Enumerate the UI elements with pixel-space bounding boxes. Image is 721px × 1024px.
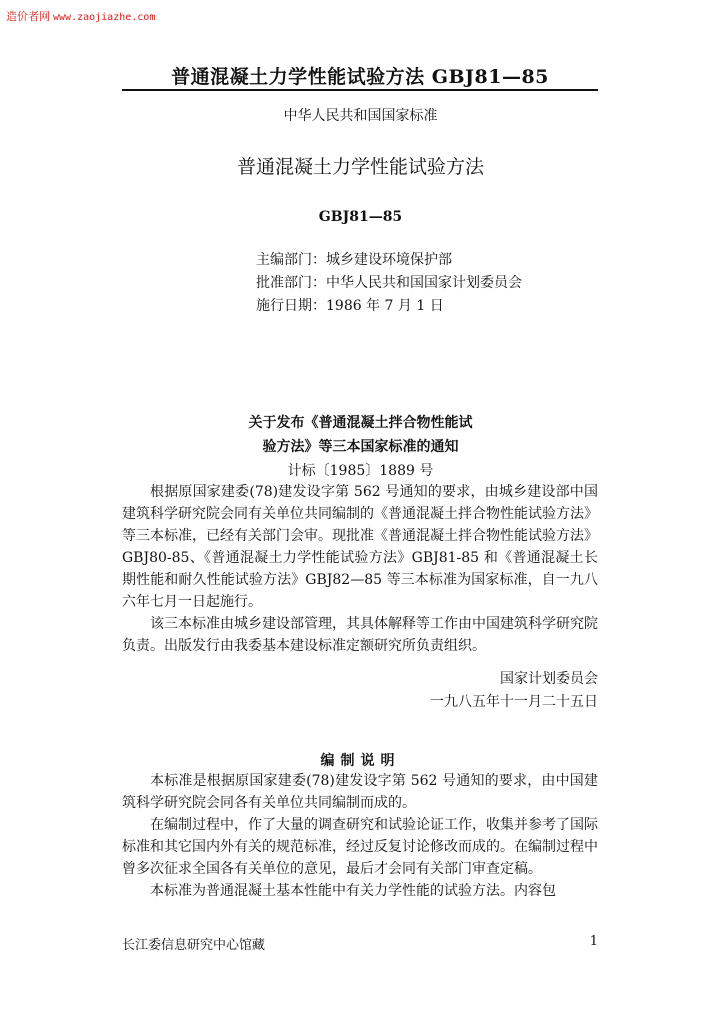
- notice-date: 一九八五年十一月二十五日: [430, 694, 598, 710]
- header-rule: [122, 89, 598, 91]
- preface-title: 编制说明: [320, 753, 401, 769]
- notice-signature: 国家计划委员会: [500, 671, 598, 687]
- footer-collection: 长江委信息研究中心馆藏: [122, 938, 266, 953]
- notice-paragraph: 根据原国家建委(78)建发设字第 562 号通知的要求，由城乡建设部中国建筑科学研究院会同有关单位共同编制的《普通混凝土拌合物性能试验方法》等三本标准，已经有关部门会审。现批准《普通混凝土拌合物性能试验方法》GBJ80-85、《普通混凝土力学性能试验方法》GBJ81-85 和《普通混凝土长期性能和耐久性能试验方法》GBJ82—85 等三本标准为国家标准，自一九八六年七月一日起施行。: [122, 484, 598, 610]
- preface-paragraph: 本标准为普通混凝土基本性能中有关力学性能的试验方法。内容包: [150, 883, 556, 899]
- page-number: 1: [589, 934, 598, 949]
- notice-body: [122, 481, 598, 657]
- issuer-line: 中华人民共和国国家标准: [283, 108, 438, 124]
- running-header-title: 普通混凝土力学性能试验方法 GBJ81—85: [171, 66, 549, 88]
- watermark-site-name: 造价者网: [6, 10, 50, 23]
- preface-paragraph: 本标准是根据原国家建委(78)建发设字第 562 号通知的要求，由中国建筑科学研究院会同各有关单位共同编制而成的。: [122, 773, 598, 811]
- notice-paragraph: 该三本标准由城乡建设部管理，其具体解释等工作由中国建筑科学研究院负责。出版发行由我委基本建设标准定额研究所负责组织。: [122, 616, 598, 654]
- meta-approver: 批准部门：中华人民共和国国家计划委员会: [256, 275, 522, 291]
- notice-title-line2: 验方法》等三本国家标准的通知: [262, 439, 459, 455]
- notice-title-line1: 关于发布《普通混凝土拌合物性能试: [248, 415, 473, 431]
- preface-body: [122, 770, 598, 902]
- watermark: [6, 8, 155, 24]
- document-title: 普通混凝土力学性能试验方法: [236, 156, 484, 178]
- watermark-url[interactable]: www.zaojiazhe.com: [53, 12, 156, 23]
- document-code: GBJ81—85: [318, 209, 403, 225]
- preface-paragraph: 在编制过程中，作了大量的调查研究和试验论证工作，收集并参考了国际标准和其它国内外有关的规范标准，经过反复讨论修改而成的。在编制过程中曾多次征求全国各有关单位的意见，最后才会同有关部门审查定稿。: [122, 817, 598, 877]
- notice-reference: 计标〔1985〕1889 号: [287, 463, 434, 479]
- meta-chief-editor: 主编部门：城乡建设环境保护部: [256, 252, 452, 268]
- meta-effective-date: 施行日期：1986 年 7 月 1 日: [256, 298, 444, 314]
